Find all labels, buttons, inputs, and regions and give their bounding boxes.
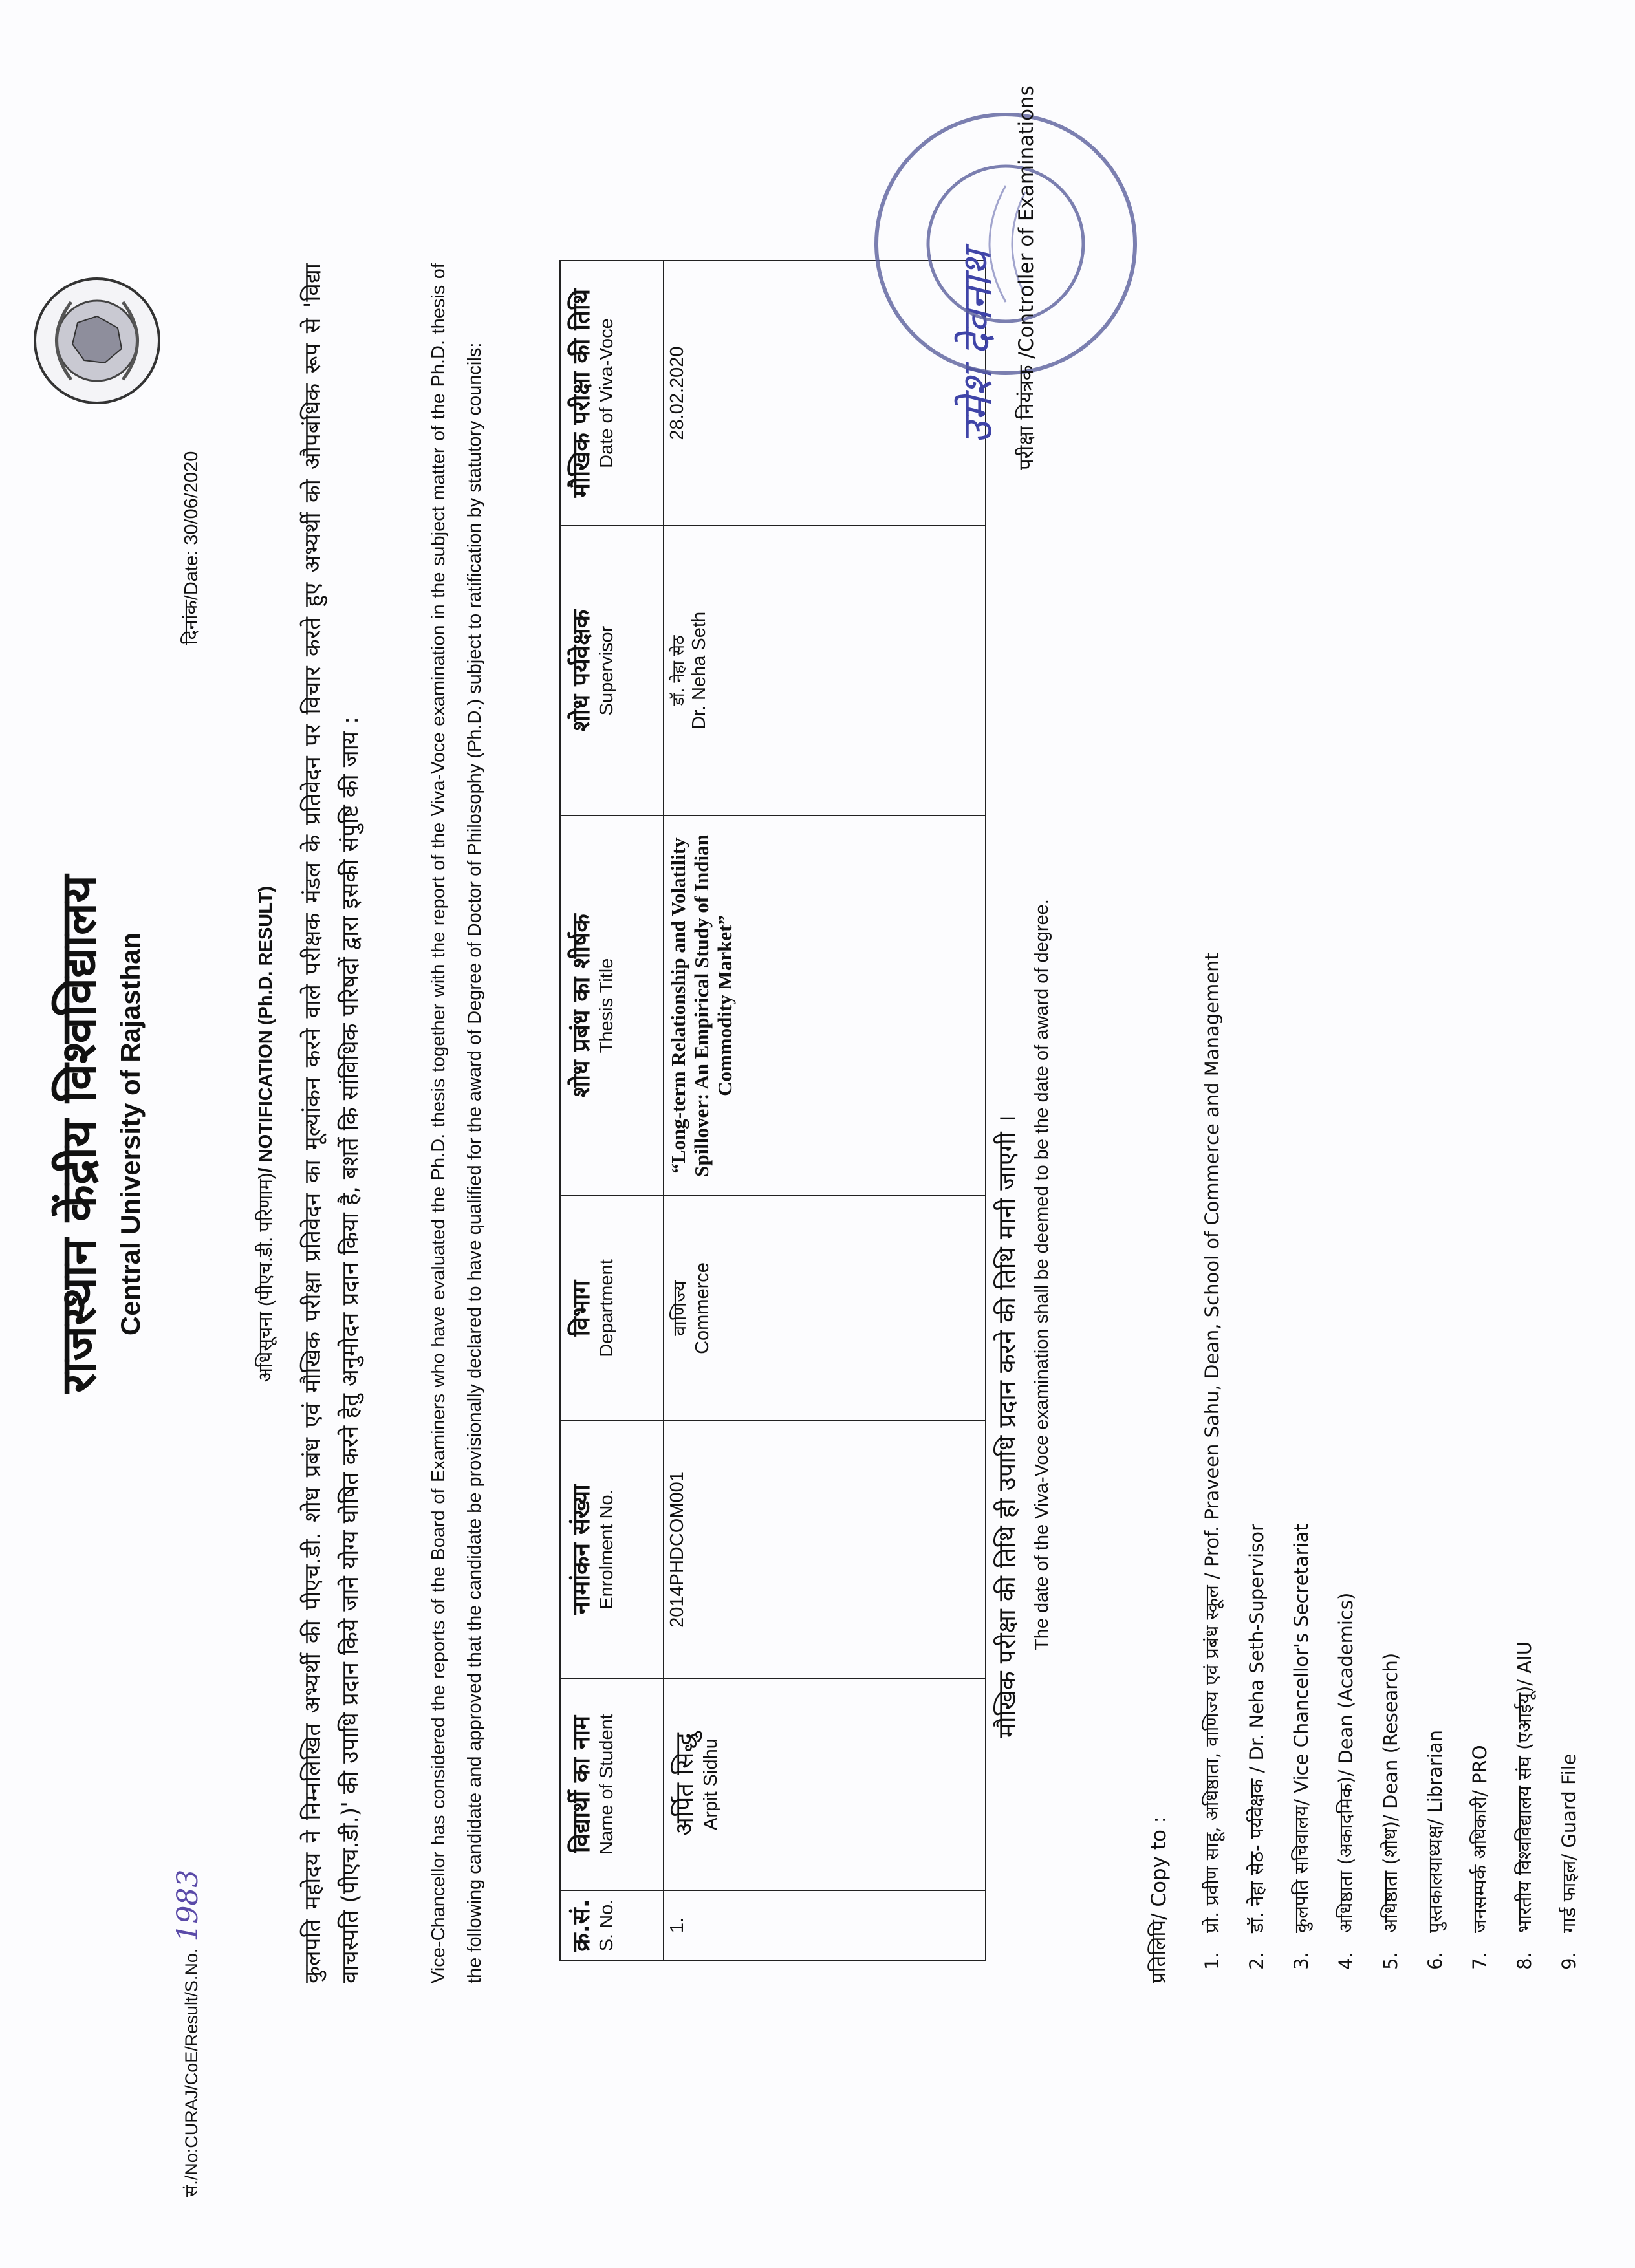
- note-hindi: मौखिक परीक्षा की तिथि ही उपाधि प्रदान करने की तिथि मानी जाएगी ।: [993, 1114, 1021, 1738]
- cell-name: अर्पित सिद्धु Arpit Sidhu: [664, 1678, 986, 1890]
- list-item: 7. जनसम्पर्क अधिकारी/ PRO: [1458, 953, 1502, 1946]
- list-item: 1. प्रो. प्रवीण साहू, अधिष्ठाता, वाणिज्य एवं प्रबंध स्कूल / Prof. Praveen Sahu, Dean, School of Commerce and Management: [1190, 953, 1235, 1946]
- university-name-hindi: राजस्थान केंद्रीय विश्वविद्यालय: [51, 875, 107, 1393]
- list-item: 5. अधिष्ठाता (शोध)/ Dean (Research): [1369, 953, 1413, 1946]
- cell-department: वाणिज्य Commerce: [664, 1196, 986, 1421]
- controller-designation: परीक्षा नियंत्रक /Controller of Examinations: [1015, 85, 1038, 470]
- result-table: [559, 260, 986, 1961]
- body-paragraph-hindi: कुलपति महोदय ने निम्नलिखित अभ्यर्थी की पीएच.डी. शोध प्रबंध एवं मौखिक परीक्षा प्रतिवेदन का मूल्यांकन करने वाले परीक्षक मंडल के प्रतिवेदन पर विचार करते हुए अभ्यर्थी को औपबंधिक रूप से 'विद्या वाचस्पति (पीएच.डी.)' की उपाधि प्रदान किये जाने योग्य घोषित करने हेतु अनुमोदन प्रदान किया है, बशर्ते कि सांविधिक परिषदों द्वारा इसकी संपुष्टि की जाय :: [300, 263, 363, 1983]
- header-sno: क्र.सं. S. No.: [560, 1890, 664, 1960]
- heading-english: NOTIFICATION (Ph.D. RESULT): [255, 885, 276, 1163]
- body-paragraph-english: Vice-Chancellor has considered the reports of the Board of Examiners who have evaluated the Ph.D. thesis together with the report of the Viva-Voce examination in the subject matter of the Ph.D. thesis of the following candidate and approved that the candidate be provisionally declared to have qualified for the award of Degree of Doctor of Philosophy (Ph.D.) subject to ratification by statutory councils:: [428, 263, 485, 1983]
- cell-supervisor: डॉ. नेहा सेठ Dr. Neha Seth: [664, 526, 986, 815]
- table-header-row: [560, 261, 664, 1960]
- cell-enrolment: 2014PHDCOM001: [664, 1421, 986, 1678]
- date-value: 30/06/2020: [181, 451, 202, 545]
- date-label: दिनांक/Date:: [181, 550, 202, 645]
- note-english: The date of the Viva-Voce examination shall be deemed to be the date of award of degree.: [1032, 899, 1052, 1650]
- list-item: 2. डॉ. नेहा सेठ- पर्यवेक्षक / Dr. Neha Seth-Supervisor: [1235, 953, 1279, 1946]
- table-row: [664, 261, 986, 1960]
- header-viva-date: मौखिक परीक्षा की तिथि Date of Viva-Voce: [560, 261, 664, 526]
- header-name: विद्यार्थी का नाम Name of Student: [560, 1678, 664, 1890]
- list-item: 3. कुलपति सचिवालय/ Vice Chancellor's Secretariat: [1279, 953, 1324, 1946]
- university-name-english: Central University of Rajasthan: [115, 932, 146, 1336]
- cell-thesis-title: “Long-term Relationship and Volatility Spillover: An Empirical Study of Indian Commodity Market”: [664, 815, 986, 1196]
- reference-serial: 1983: [171, 1869, 204, 1942]
- cell-viva-date: 28.02.2020: [664, 261, 986, 526]
- header-thesis: शोध प्रबंध का शीर्षक Thesis Title: [560, 815, 664, 1196]
- header-enrolment: नामांकन संख्या Enrolment No.: [560, 1421, 664, 1678]
- list-item: 4. अधिष्ठाता (अकादमिक)/ Dean (Academics): [1324, 953, 1369, 1946]
- copy-to-list: [1190, 953, 1592, 1983]
- header-supervisor: शोध पर्यवेक्षक Supervisor: [560, 526, 664, 815]
- list-item: 6. पुस्तकालयाध्यक्ष/ Librarian: [1413, 953, 1458, 1946]
- notification-heading: अधिसूचना (पीएच.डी. परिणाम)/ NOTIFICATION (Ph.D. RESULT): [255, 885, 276, 1383]
- heading-hindi: अधिसूचना (पीएच.डी. परिणाम): [255, 1172, 276, 1383]
- document-date: [178, 451, 203, 645]
- reference-number: [171, 1870, 204, 2197]
- header-department: विभाग Department: [560, 1196, 664, 1421]
- copy-to-title: प्रतिलिपि/ Copy to :: [1147, 1816, 1171, 1983]
- cell-sno: 1.: [664, 1890, 986, 1960]
- university-seal-stamp: [870, 108, 1142, 380]
- list-item: 8. भारतीय विश्वविद्यालय संघ (एआईयू)/ AIU: [1502, 953, 1547, 1946]
- list-item: 9. गार्ड फाइल/ Guard File: [1547, 953, 1592, 1946]
- reference-label: सं./No:CURAJ/CoE/Result/S.No.: [182, 1948, 201, 2197]
- handwritten-signature: उमेश देवनाथ: [954, 250, 1002, 444]
